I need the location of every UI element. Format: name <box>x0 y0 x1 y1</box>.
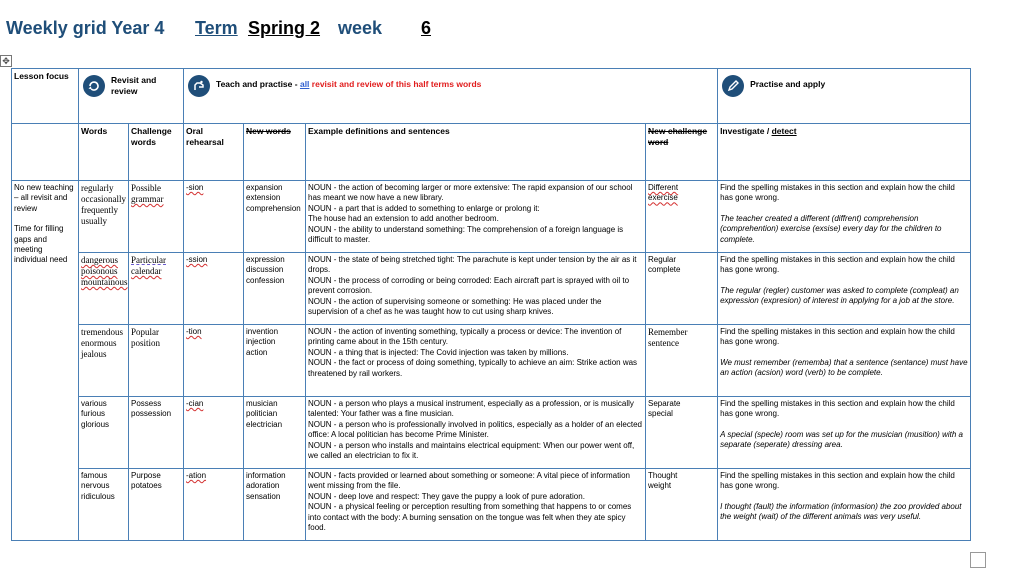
words-cell <box>79 181 129 253</box>
challenge-word: Possible <box>131 183 162 193</box>
new-challenge-word: Separate <box>648 399 681 408</box>
word: enormous <box>81 338 117 348</box>
hand-icon <box>188 75 210 97</box>
examples-cell <box>306 469 646 541</box>
oral-suffix: -cian <box>186 399 204 408</box>
page-title: Weekly grid Year 4 <box>6 18 165 38</box>
investigate-label: Investigate / <box>720 126 772 136</box>
challenge-cell <box>129 325 184 397</box>
new-words-cell <box>244 469 306 541</box>
practice-sentence: The regular (regler) customer was asked to complete (compleat) an expression (expresion) of interest in applying for a job at the store. <box>720 285 959 306</box>
word: dangerous <box>81 255 118 265</box>
new-challenge-word: sentence <box>648 338 679 348</box>
new-words-cell <box>244 397 306 469</box>
oral-cell <box>184 253 244 325</box>
new-word: expression <box>246 255 285 264</box>
example-line: NOUN - a person who is professionally involved in politics, especially as a holder of an elected office: A local politician has become Prime Minister. <box>308 419 642 440</box>
practice-sentence: A special (specle) room was set up for the musician (musition) with a separate (seperate) dressing area. <box>720 429 963 450</box>
investigate-cell <box>718 325 971 397</box>
investigate-instruction: Find the spelling mistakes in this section and explain how the child has gone wrong. <box>720 399 955 419</box>
word: ridiculous <box>81 491 115 501</box>
teach-practise-label: Teach and practise - <box>216 79 298 89</box>
oral-cell <box>184 181 244 253</box>
new-challenge-cell <box>646 325 718 397</box>
term-label: Term <box>195 18 238 38</box>
example-line: NOUN - a part that is added to something to enlarge or prolong it: <box>308 203 540 213</box>
challenge-words-header: Challenge words <box>129 124 184 181</box>
example-line: NOUN - facts provided or learned about something or someone: A vital piece of information went missing from the file. <box>308 471 630 491</box>
new-word: electrician <box>246 419 283 429</box>
investigate-instruction: Find the spelling mistakes in this section and explain how the child has gone wrong. <box>720 255 955 275</box>
new-words-cell <box>244 181 306 253</box>
new-challenge-word: Different <box>648 183 679 192</box>
examples-cell <box>306 397 646 469</box>
word: famous <box>81 471 108 480</box>
lesson-focus-cell <box>12 181 79 541</box>
words-cell <box>79 325 129 397</box>
challenge-cell <box>129 469 184 541</box>
challenge-word: possession <box>131 409 172 419</box>
challenge-cell <box>129 181 184 253</box>
resize-handle[interactable] <box>970 552 986 568</box>
example-line: NOUN - a person who installs and maintains electrical equipment: When our power went off, we called an electrician to fix it. <box>308 440 635 461</box>
new-word: comprehension <box>246 203 301 213</box>
example-line: NOUN - the action of becoming larger or more extensive: The rapid expansion of our school has meant we now have a new library. <box>308 183 633 203</box>
example-line: NOUN - the action of inventing something, typically a process or device: The invention of printing came about in the 15th century. <box>308 327 622 347</box>
revisit-review-header <box>79 69 184 124</box>
week-value: 6 <box>420 18 431 38</box>
lesson-focus-subheader-blank <box>12 124 79 181</box>
new-challenge-word: special <box>648 409 673 419</box>
words-cell <box>79 469 129 541</box>
challenge-word: grammar <box>131 194 164 204</box>
new-word: politician <box>246 409 278 419</box>
lesson-focus-line1: No new teaching – all revisit and review <box>14 183 74 213</box>
new-challenge-word: Remember <box>648 327 688 337</box>
week-label: week <box>338 18 383 38</box>
investigate-cell <box>718 397 971 469</box>
challenge-cell <box>129 253 184 325</box>
example-line: NOUN - a physical feeling or perception resulting from something that happens to or comes into contact with the body: A burning sensation on the tongue was felt when they ate spicy food. <box>308 502 632 533</box>
investigate-cell <box>718 181 971 253</box>
oral-suffix: -ssion <box>186 255 208 264</box>
challenge-cell <box>129 397 184 469</box>
new-challenge-cell <box>646 253 718 325</box>
example-line: The house had an extension to add another bedroom. <box>308 214 499 224</box>
example-line: NOUN - a thing that is injected: The Covid injection was taken by millions. <box>308 347 569 357</box>
lesson-focus-header: Lesson focus <box>12 69 79 124</box>
example-header: Example definitions and sentences <box>306 124 646 181</box>
oral-suffix: -tion <box>186 327 202 336</box>
word: tremendous <box>81 327 123 337</box>
challenge-word: position <box>131 338 161 348</box>
weekly-grid-table <box>11 68 971 541</box>
new-challenge-word: exercise <box>648 193 678 203</box>
new-challenge-word: complete <box>648 265 681 275</box>
oral-rehearsal-header: Oral rehearsal <box>184 124 244 181</box>
new-challenge-cell <box>646 181 718 253</box>
term-value: Spring 2 <box>248 18 321 38</box>
new-words-header: New words <box>244 124 306 181</box>
new-challenge-word-header: New challenge word <box>646 124 718 181</box>
revisit-review-label: Revisit and review <box>111 75 157 96</box>
challenge-word: Popular <box>131 327 159 337</box>
new-word: invention <box>246 327 279 336</box>
word: frequently <box>81 205 118 215</box>
examples-cell <box>306 325 646 397</box>
practice-sentence: I thought (fault) the information (informasion) the zoo provided about the weight (wait) of the different animals was very useful. <box>720 501 962 522</box>
investigate-instruction: Find the spelling mistakes in this section and explain how the child has gone wrong. <box>720 327 955 347</box>
oral-suffix: -sion <box>186 183 204 192</box>
new-word: extension <box>246 193 281 203</box>
words-header: Words <box>79 124 129 181</box>
new-words-cell <box>244 325 306 397</box>
new-word: expansion <box>246 183 283 192</box>
new-challenge-word: weight <box>648 481 672 491</box>
example-line: NOUN - the state of being stretched tight: The parachute is kept under tension by the air as it drops. <box>308 255 637 275</box>
detect-label: detect <box>771 126 797 136</box>
new-challenge-cell <box>646 469 718 541</box>
investigate-instruction: Find the spelling mistakes in this section and explain how the child has gone wrong. <box>720 471 955 491</box>
words-cell <box>79 397 129 469</box>
new-words-cell <box>244 253 306 325</box>
new-word: sensation <box>246 491 281 501</box>
practice-sentence: We must remember (rememba) that a sentence (sentance) must have an action (acsion) word (verb) to be complete. <box>720 357 968 378</box>
word: occasionally <box>81 194 126 204</box>
challenge-word: calendar <box>131 266 162 276</box>
challenge-word: Possess <box>131 399 162 408</box>
teach-practise-header <box>184 69 718 124</box>
teach-all-label: all <box>299 79 310 89</box>
oral-suffix: -ation <box>186 471 207 480</box>
lesson-focus-line2: Time for filling gaps and meeting individual need <box>14 224 68 265</box>
examples-cell <box>306 181 646 253</box>
new-word: musician <box>246 399 278 408</box>
pencil-icon <box>722 75 744 97</box>
example-line: NOUN - a person who plays a musical instrument, especially as a profession, or is musically talented: Your father was a fine musician. <box>308 399 634 419</box>
examples-cell <box>306 253 646 325</box>
new-word: information <box>246 471 286 480</box>
new-word: adoration <box>246 481 280 491</box>
challenge-word: potatoes <box>131 481 162 491</box>
challenge-word: Particular <box>131 255 166 265</box>
words-cell <box>79 253 129 325</box>
oral-cell <box>184 469 244 541</box>
investigate-instruction: Find the spelling mistakes in this section and explain how the child has gone wrong. <box>720 183 955 203</box>
new-word: injection <box>246 337 276 347</box>
word: jealous <box>81 349 107 359</box>
word: mountainous <box>81 277 128 287</box>
refresh-icon <box>83 75 105 97</box>
new-challenge-word: Regular <box>648 255 677 264</box>
new-word: action <box>246 347 268 357</box>
word: various <box>81 399 107 408</box>
new-challenge-cell <box>646 397 718 469</box>
word: nervous <box>81 481 110 491</box>
example-line: NOUN - the action of supervising someone or something: He was placed under the supervision of a chef as he was taught how to cut using sharp knives. <box>308 296 602 317</box>
word: glorious <box>81 419 110 429</box>
investigate-cell <box>718 253 971 325</box>
word: regularly <box>81 183 114 193</box>
move-handle-icon[interactable]: ✥ <box>0 55 12 67</box>
oral-cell <box>184 325 244 397</box>
new-word: discussion <box>246 265 284 275</box>
example-line: NOUN - the ability to understand something: The comprehension of a foreign language is difficult to master. <box>308 224 624 245</box>
investigate-cell <box>718 469 971 541</box>
teach-rest-label: revisit and review of this half terms words <box>309 79 482 89</box>
word: usually <box>81 216 107 226</box>
word: furious <box>81 409 106 419</box>
practise-apply-header <box>718 69 971 124</box>
oral-cell <box>184 397 244 469</box>
word: poisonous <box>81 266 118 276</box>
example-line: NOUN - the process of corroding or being corroded: Each aircraft part is sprayed with oil to prevent corrosion. <box>308 275 630 296</box>
new-challenge-word: Thought <box>648 471 678 480</box>
practise-apply-label: Practise and apply <box>750 79 826 89</box>
challenge-word: Purpose <box>131 471 161 480</box>
practice-sentence: The teacher created a different (diffrent) comprehension (comprehention) exercise (exsise) every day for the children to complete. <box>720 213 942 244</box>
example-line: NOUN - deep love and respect: They gave the puppy a look of pure adoration. <box>308 491 585 501</box>
new-word: confession <box>246 275 285 285</box>
example-line: NOUN - the fact or process of doing something, typically to achieve an aim: Strike action was threatened by rail workers. <box>308 358 638 378</box>
investigate-header <box>718 124 971 181</box>
